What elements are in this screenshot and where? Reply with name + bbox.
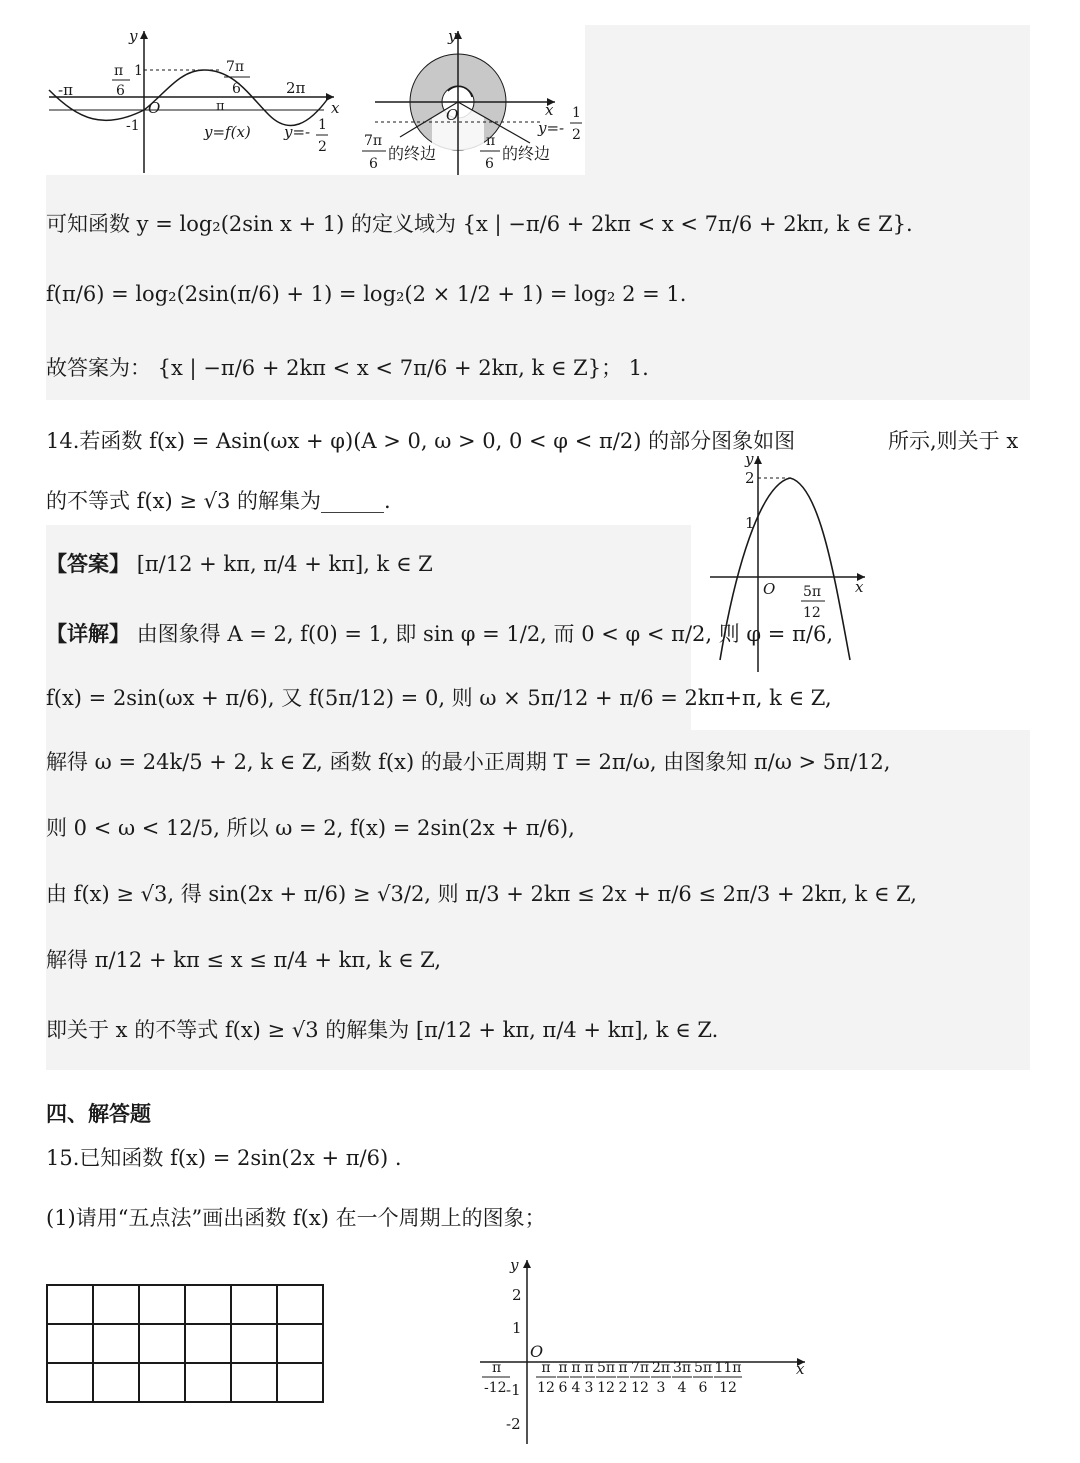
q15-x-tick-num-1: π (558, 1360, 568, 1376)
q14-fig-tick-1: 1 (745, 514, 755, 532)
q14-answer (46, 548, 433, 578)
q15-x-tick-num-7: 2π (651, 1360, 671, 1376)
sine-label-6-den-b: 6 (232, 81, 241, 97)
sine-label-half-num: 1 (318, 117, 327, 133)
q14-fig-origin: O (763, 580, 776, 598)
q14-question-line2: 的不等式 f(x) ≥ √3 的解集为______. (46, 489, 391, 513)
circle-left-den: 6 (369, 156, 378, 172)
q14-answer-label: 【答案】 (46, 551, 130, 576)
circle-hline-num: 1 (572, 105, 581, 121)
figure-sine-graph (44, 25, 344, 175)
q15-x-tick-den-2: 4 (571, 1380, 581, 1396)
q15-x-tick-num-5: π (618, 1360, 628, 1376)
q15-x-tick-num-3: π (584, 1360, 594, 1376)
q15-axes-y-label: y (510, 1256, 519, 1274)
circle-origin-label: O (446, 106, 459, 124)
q14-answer-value: [π/12 + kπ, π/4 + kπ], k ∈ Z (136, 552, 433, 576)
q14-detail-6: 解得 π/12 + kπ ≤ x ≤ π/4 + kπ, k ∈ Z, (46, 948, 442, 972)
q14-fig-x-num: 5π (803, 584, 822, 600)
q13-answer-line: 故答案为： {x | −π/6 + 2kπ < x < 7π/6 + 2kπ, k ∈ Z}； 1. (46, 356, 649, 380)
circle-hline-label: y=- (538, 119, 565, 137)
sine-label-7pi-num: 7π (226, 59, 245, 75)
q14-detail-5: 由 f(x) ≥ √3, 得 sin(2x + π/6) ≥ √3/2, 则 π/3 + 2kπ ≤ 2x + π/6 ≤ 2π/3 + 2kπ, k ∈ Z, (46, 882, 917, 906)
q15-x-tick-den-1: 6 (558, 1380, 568, 1396)
q14-fig-x-label: x (855, 578, 864, 596)
q15-part1: (1)请用“五点法”画出函数 f(x) 在一个周期上的图象； (46, 1206, 546, 1230)
q15-y-tick-neg2: -2 (506, 1415, 521, 1433)
sine-label-pi-num: π (114, 63, 124, 79)
sine-x-label: x (331, 99, 340, 117)
q15-neg-num: π (492, 1360, 502, 1376)
sine-label-one: 1 (134, 63, 143, 79)
q15-x-tick-den-5: 2 (618, 1380, 628, 1396)
q15-y-tick-2: 2 (512, 1286, 522, 1304)
q15-x-tick-den-6: 12 (631, 1380, 649, 1396)
q15-x-tick-den-9: 6 (698, 1380, 708, 1396)
circle-x-label: x (545, 101, 554, 119)
sine-label-y-eq: y=- (284, 123, 311, 141)
q14-detail-7: 即关于 x 的不等式 f(x) ≥ √3 的解集为 [π/12 + kπ, π/4 + kπ], k ∈ Z. (46, 1018, 719, 1042)
section4-heading: 四、解答题 (46, 1101, 151, 1126)
circle-left-num: 7π (364, 133, 383, 149)
sine-label-minus-one: -1 (126, 118, 140, 134)
q14-fig-y-label: y (745, 450, 754, 468)
q15-x-tick-num-9: 5π (693, 1360, 713, 1376)
circle-y-label: y (448, 27, 457, 45)
q15-x-tick-num-10: 11π (714, 1360, 742, 1376)
q14-question-right: 所示,则关于 x (888, 429, 1019, 453)
sine-label-half-den: 2 (318, 139, 327, 155)
figure-q15-axes (470, 1252, 815, 1447)
circle-right-num: π (486, 133, 496, 149)
sine-label-pi: π (216, 99, 225, 114)
q14-fig-tick-2: 2 (745, 469, 755, 487)
q15-x-tick-den-4: 12 (597, 1380, 615, 1396)
q15-axes-origin: O (530, 1342, 544, 1361)
q14-detail-4: 则 0 < ω < 12/5, 所以 ω = 2, f(x) = 2sin(2x + π/6), (46, 816, 575, 840)
sine-label-fx: y=f(x) (204, 123, 251, 141)
q13-domain-line: 可知函数 y = log₂(2sin x + 1) 的定义域为 {x | −π/6 + 2kπ < x < 7π/6 + 2kπ, k ∈ Z}. (46, 212, 913, 236)
sine-origin-label: O (148, 99, 161, 117)
q15-x-tick-den-7: 3 (656, 1380, 666, 1396)
q14-detail-3: 解得 ω = 24k/5 + 2, k ∈ Z, 函数 f(x) 的最小正周期 T = 2π/ω, 由图象知 π/ω > 5π/12, (46, 750, 891, 774)
q15-x-tick-num-4: 5π (596, 1360, 616, 1376)
q14-detail-1 (46, 618, 833, 648)
q15-y-tick-1: 1 (512, 1319, 522, 1337)
q14-question: 14.若函数 f(x) = Asin(ωx + φ)(A > 0, ω > 0, 0 < φ < π/2) 的部分图象如图 (46, 429, 796, 453)
circle-right-text: 的终边 (502, 144, 551, 163)
q13-eval-line: f(π/6) = log₂(2sin(π/6) + 1) = log₂(2 × 1/2 + 1) = log₂ 2 = 1. (46, 282, 687, 306)
sine-y-label: y (129, 27, 138, 45)
q15-x-tick-den-8: 4 (677, 1380, 687, 1396)
q15-neg-den: -12 (484, 1380, 507, 1396)
sine-label-neg-pi: -π (58, 81, 73, 99)
q15-x-tick-group (536, 1360, 742, 1396)
q15-x-tick-den-10: 12 (719, 1380, 737, 1396)
q14-fig-x-den: 12 (803, 605, 821, 621)
q14-detail-text-1: 由图象得 A = 2, f(0) = 1, 即 sin φ = 1/2, 而 0 < φ < π/2, 则 φ = π/6, (136, 622, 833, 646)
q15-x-tick-num-6: 7π (630, 1360, 650, 1376)
q15-x-tick-den-0: 12 (537, 1380, 555, 1396)
circle-right-den: 6 (485, 156, 494, 172)
sine-label-2pi: 2π (286, 79, 306, 97)
sine-label-6-den: 6 (116, 83, 125, 99)
q15-x-tick-num-0: π (541, 1360, 551, 1376)
q15-question: 15.已知函数 f(x) = 2sin(2x + π/6) . (46, 1146, 402, 1170)
q14-detail-label: 【详解】 (46, 621, 130, 646)
five-point-table (46, 1284, 324, 1403)
circle-hline-den: 2 (572, 127, 581, 143)
q15-x-tick-num-8: 3π (672, 1360, 692, 1376)
q15-x-tick-num-2: π (571, 1360, 581, 1376)
q15-x-tick-den-3: 3 (584, 1380, 594, 1396)
q15-axes-x-label: x (796, 1360, 805, 1378)
q15-y-tick-neg1: -1 (506, 1381, 521, 1399)
q14-detail-2: f(x) = 2sin(ωx + π/6), 又 f(5π/12) = 0, 则 ω × 5π/12 + π/6 = 2kπ+π, k ∈ Z, (46, 686, 832, 710)
figure-unit-circle (360, 25, 590, 180)
circle-left-text: 的终边 (388, 144, 437, 163)
